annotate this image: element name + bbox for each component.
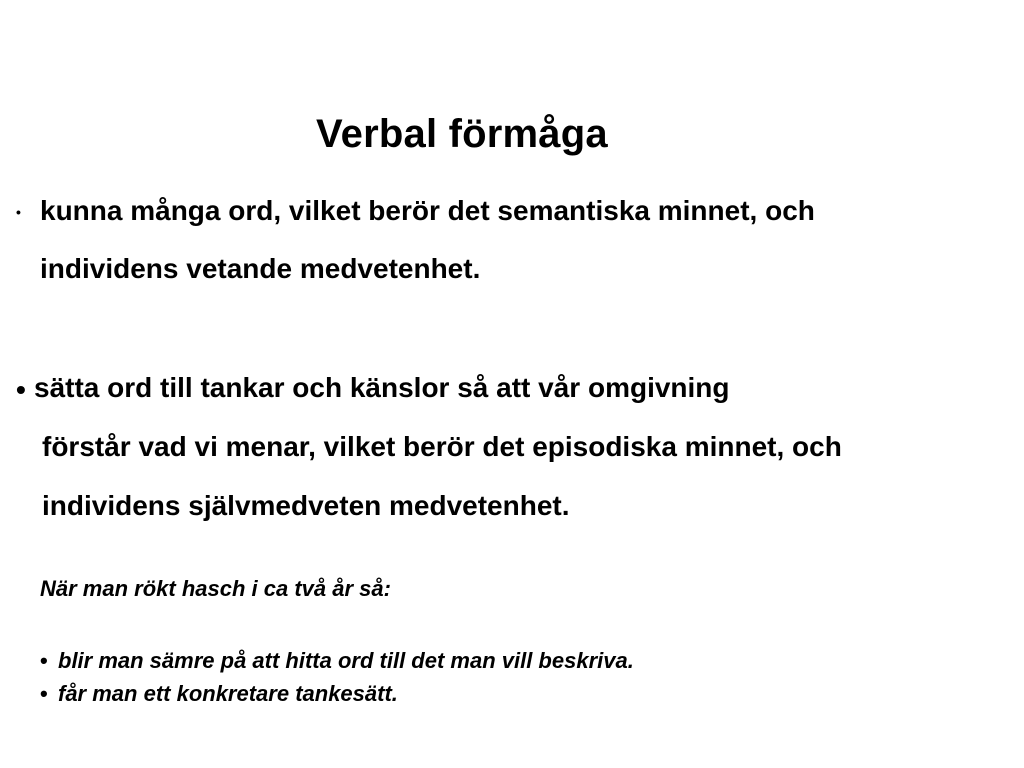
bullet-text-line: sätta ord till tankar och känslor så att vår omgivning: [34, 372, 730, 403]
bullet-marker: •: [16, 204, 21, 220]
sub-heading: När man rökt hasch i ca två år så:: [40, 576, 391, 601]
sub-bullet-marker: •: [40, 681, 48, 706]
bullet-text-line: kunna många ord, vilket berör det semantiska minnet, och: [40, 195, 815, 226]
bullet-marker: •: [16, 374, 26, 405]
bullet-text-line: förstår vad vi menar, vilket berör det episodiska minnet, och: [42, 431, 842, 462]
bullet-text-line: individens självmedveten medvetenhet.: [42, 490, 570, 521]
bullet-text-line: individens vetande medvetenhet.: [40, 253, 481, 284]
slide-title: Verbal förmåga: [316, 112, 608, 156]
sub-bullet-text: får man ett konkretare tankesätt.: [58, 681, 398, 706]
sub-bullet-text: blir man sämre på att hitta ord till det man vill beskriva.: [58, 648, 634, 673]
sub-bullet-marker: •: [40, 648, 48, 673]
